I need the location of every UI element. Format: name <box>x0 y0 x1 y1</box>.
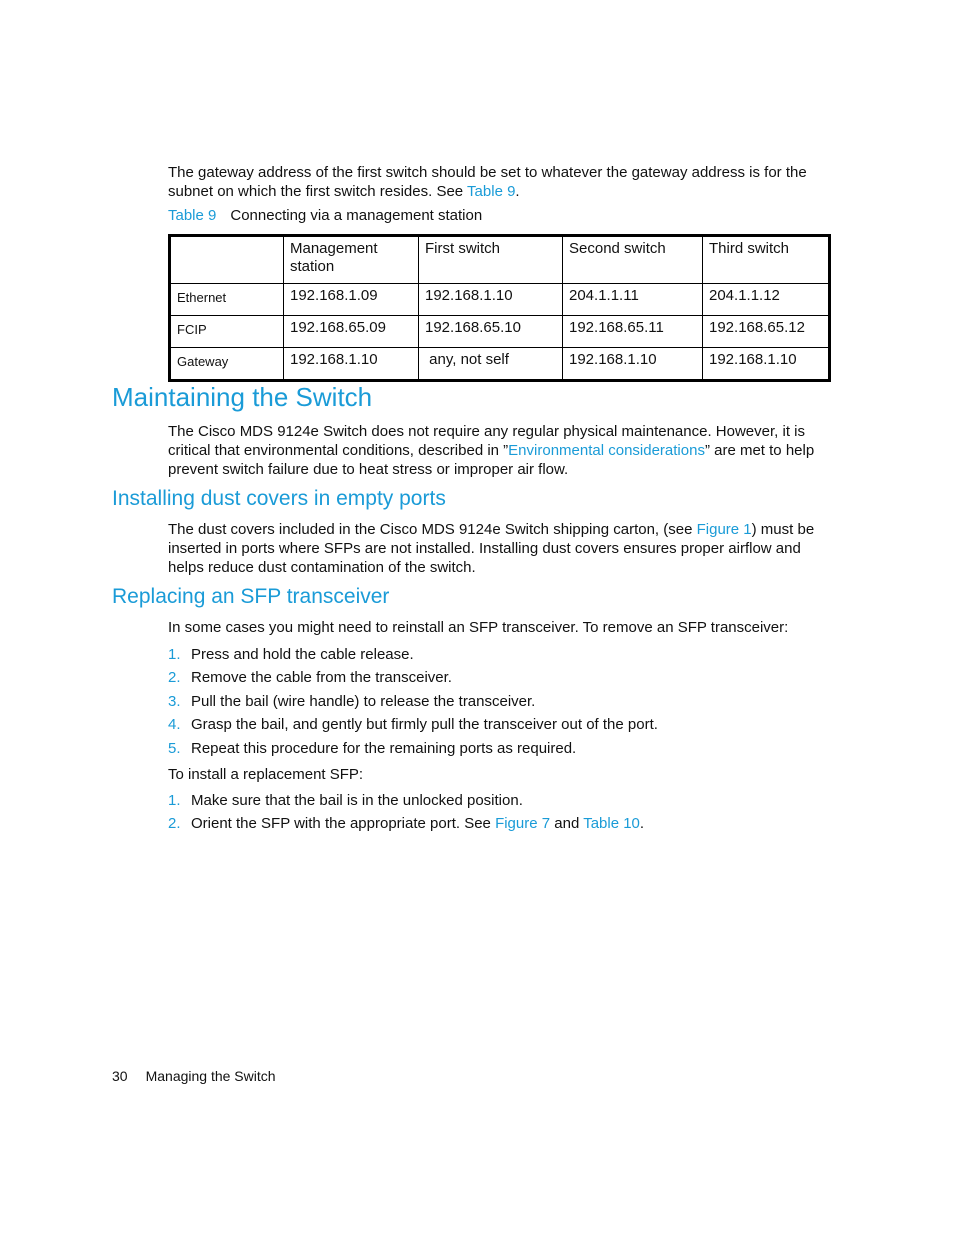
sfp-heading: Replacing an SFP transceiver <box>112 585 390 608</box>
footer-section-title: Managing the Switch <box>145 1068 276 1084</box>
table-cell: 192.168.1.10 <box>563 348 703 381</box>
table-header-cell: Third switch <box>703 236 830 284</box>
table-row <box>170 348 830 381</box>
table-caption-title: Connecting via a management station <box>230 207 483 224</box>
environmental-considerations-link[interactable]: Environmental considerations <box>508 442 705 459</box>
table-cell: 192.168.65.12 <box>703 316 830 348</box>
table-header-cell: Management station <box>284 236 419 284</box>
figure-1-link[interactable]: Figure 1 <box>696 521 752 538</box>
table-cell: any, not self <box>419 348 563 381</box>
table-9-link[interactable]: Table 9 <box>467 183 516 200</box>
table-cell: 192.168.65.09 <box>284 316 419 348</box>
row-header-cell: FCIP <box>170 316 284 348</box>
table-header-row <box>170 236 830 284</box>
table-caption <box>168 206 482 225</box>
connection-table <box>168 234 831 382</box>
table-header-cell: Second switch <box>563 236 703 284</box>
table-cell: 192.168.65.11 <box>563 316 703 348</box>
table-cell: 192.168.1.10 <box>284 348 419 381</box>
maintaining-paragraph: The Cisco MDS 9124e Switch does not require any regular physical maintenance. However, it is critical that environmental conditions, described in ”Environmental considerations” are met to help prevent switch failure due to heat stress or improper air flow. <box>168 423 815 478</box>
maintaining-heading: Maintaining the Switch <box>112 382 373 412</box>
table-row <box>170 316 830 348</box>
table-header-cell: First switch <box>419 236 563 284</box>
install-steps-list <box>168 791 644 838</box>
list-item: 1. Press and hold the cable release. <box>168 646 414 663</box>
figure-7-link[interactable]: Figure 7 <box>495 815 551 833</box>
page-footer <box>112 1067 276 1085</box>
table-cell: 192.168.65.10 <box>419 316 563 348</box>
table-header-cell <box>170 236 284 284</box>
list-item: 3. Pull the bail (wire handle) to release the transceiver. <box>168 692 536 710</box>
dust-covers-heading: Installing dust covers in empty ports <box>112 487 446 510</box>
table-cell: 204.1.1.11 <box>563 284 703 316</box>
row-header-cell: Ethernet <box>170 284 284 316</box>
table-cell: 192.168.1.10 <box>703 348 830 381</box>
table-cell: 192.168.1.09 <box>284 284 419 316</box>
table-row <box>170 284 830 316</box>
table-10-link[interactable]: Table 10 <box>583 815 640 833</box>
intro-paragraph: The gateway address of the first switch should be set to whatever the gateway address is for the subnet on which the first switch resides. See Table 9. <box>168 164 807 200</box>
dust-covers-paragraph: The dust covers included in the Cisco MDS 9124e Switch shipping carton, (see Figure 1) must be inserted in ports where SFPs are not installed. Installing dust covers ensures proper airflow and helps reduce dust contamination of the switch. <box>168 521 815 576</box>
page-number: 30 <box>112 1068 128 1084</box>
table-cell: 204.1.1.12 <box>703 284 830 316</box>
list-item: 4. Grasp the bail, and gently but firmly pull the transceiver out of the port. <box>168 716 658 734</box>
table-cell: 192.168.1.10 <box>419 284 563 316</box>
table-caption-number: Table 9 <box>168 207 217 224</box>
list-item: 5. Repeat this procedure for the remaining ports as required. <box>168 739 577 757</box>
sfp-intro: In some cases you might need to reinstall an SFP transceiver. To remove an SFP transceiver: <box>168 619 789 636</box>
install-intro: To install a replacement SFP: <box>168 766 364 783</box>
list-item: 2. Remove the cable from the transceiver. <box>168 669 452 687</box>
row-header-cell: Gateway <box>170 348 284 381</box>
remove-steps-list <box>168 645 658 762</box>
list-item: 1. Make sure that the bail is in the unlocked position. <box>168 792 523 809</box>
list-item: 2. Orient the SFP with the appropriate port. See Figure 7 and Table 10. <box>168 815 645 833</box>
